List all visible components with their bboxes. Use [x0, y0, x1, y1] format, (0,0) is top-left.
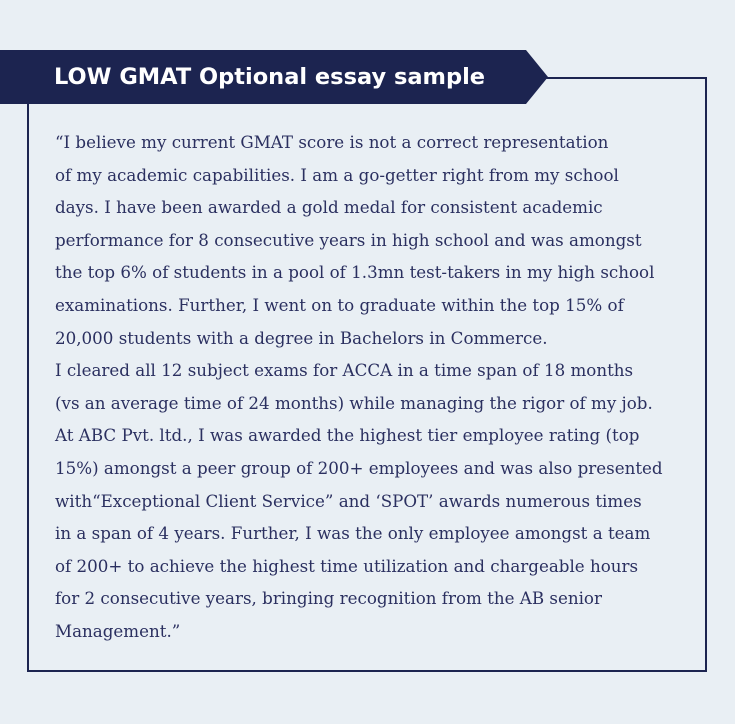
essay-line: of 200+ to achieve the highest time utilization and chargeable hours [55, 555, 639, 576]
essay-line: Management.” [55, 620, 181, 641]
essay-line: 15%) amongst a peer group of 200+ employees and was also presented [55, 457, 663, 478]
essay-line: performance for 8 consecutive years in high school and was amongst [55, 229, 642, 250]
essay-body [55, 126, 695, 648]
essay-line: of my academic capabilities. I am a go-getter right from my school [55, 164, 619, 185]
essay-line: in a span of 4 years. Further, I was the only employee amongst a team [55, 523, 651, 544]
essay-line: At ABC Pvt. ltd., I was awarded the highest tier employee rating (top [55, 425, 640, 446]
essay-line: days. I have been awarded a gold medal for consistent academic [55, 197, 603, 218]
essay-line: for 2 consecutive years, bringing recognition from the AB senior [55, 588, 602, 609]
essay-line: 20,000 students with a degree in Bachelors in Commerce. [55, 327, 548, 348]
essay-line: (vs an average time of 24 months) while managing the rigor of my job. [55, 392, 653, 413]
title-banner [0, 50, 548, 104]
page-title: LOW GMAT Optional essay sample [54, 64, 486, 90]
essay-line: with“Exceptional Client Service” and ‘SPOT’ awards numerous times [55, 490, 642, 511]
essay-line: examinations. Further, I went on to graduate within the top 15% of [55, 294, 624, 315]
essay-line: “I believe my current GMAT score is not a correct representation [55, 132, 609, 152]
essay-line: I cleared all 12 subject exams for ACCA in a time span of 18 months [55, 360, 634, 381]
essay-line: the top 6% of students in a pool of 1.3mn test-takers in my high school [55, 262, 655, 283]
